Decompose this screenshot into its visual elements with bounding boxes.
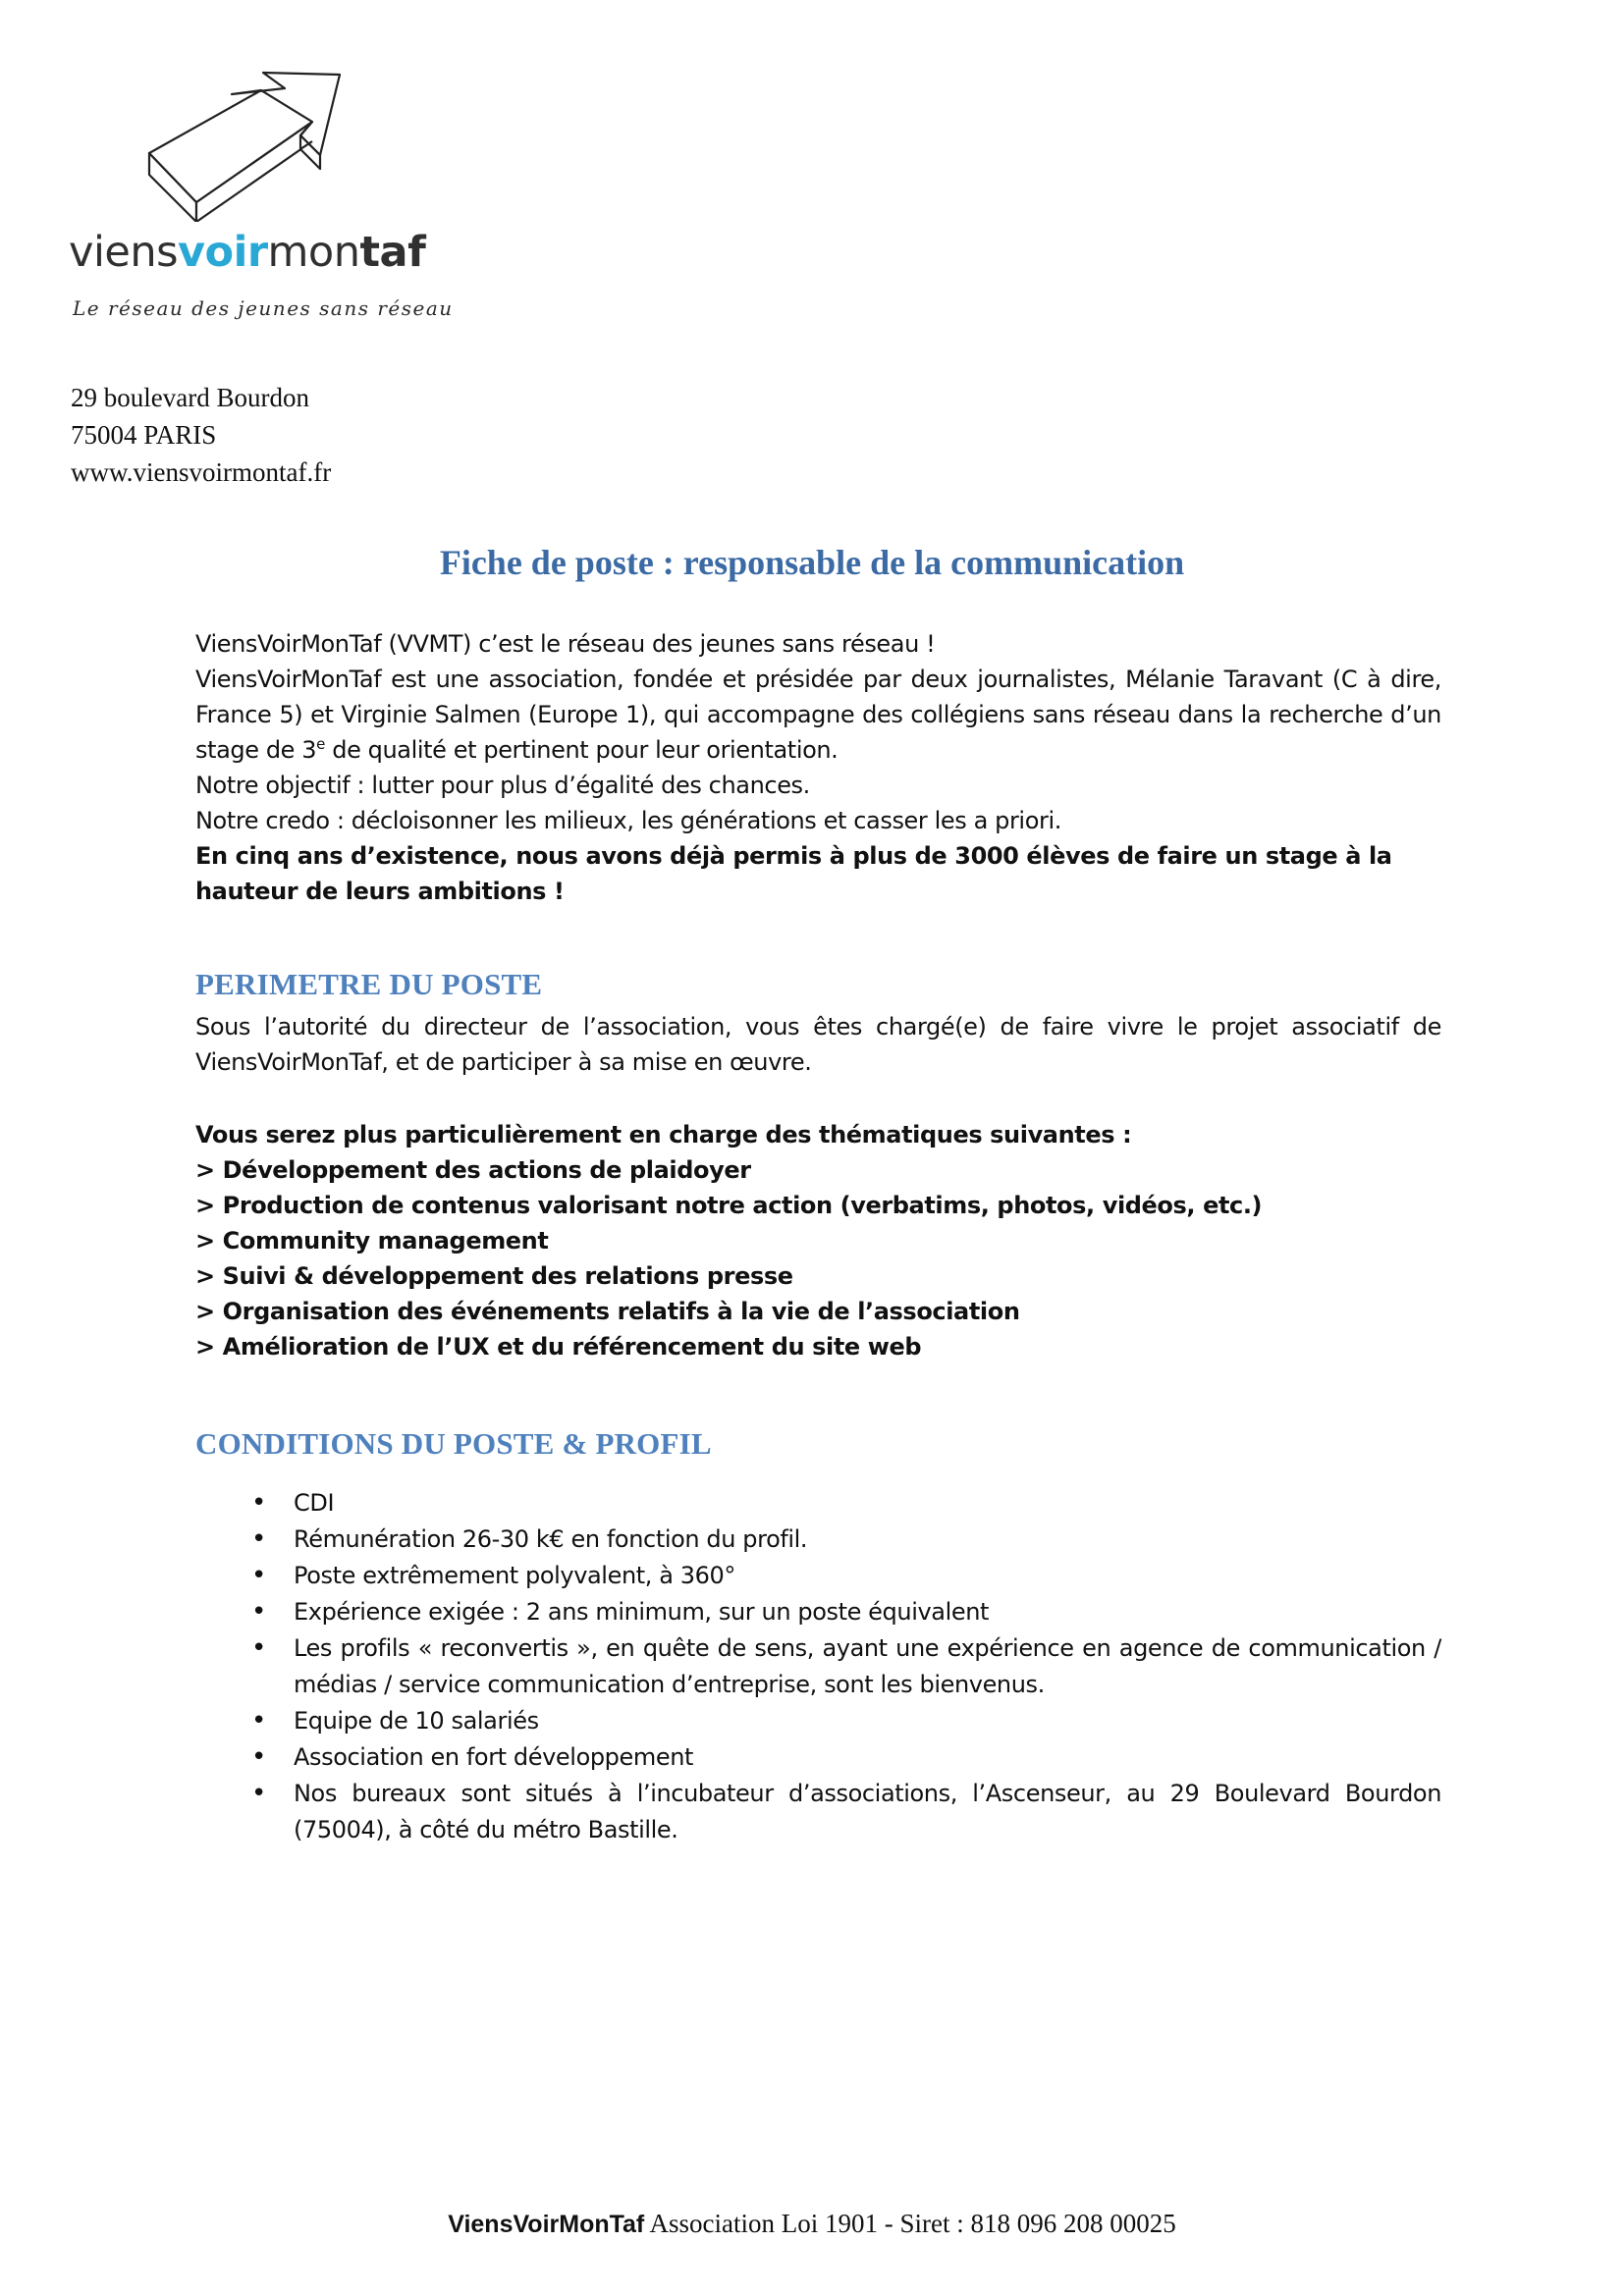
conditions-heading: CONDITIONS DU POSTE & PROFIL xyxy=(195,1426,712,1461)
list-item: • Poste extrêmement polyvalent, à 360° xyxy=(195,1558,1441,1594)
website-link[interactable]: www.viensvoirmontaf.fr xyxy=(71,457,332,487)
list-item: > Organisation des événements relatifs à la vie de l’association xyxy=(195,1298,1020,1325)
bullet-icon: • xyxy=(251,1597,266,1627)
intro-line1: ViensVoirMonTaf (VVMT) c’est le réseau des jeunes sans réseau ! xyxy=(195,630,936,658)
list-item: • Nos bureaux sont situés à l’incubateur d’associations, l’Ascenseur, au 29 Boulevard Bourdon (75004), à côté du métro Bastille. xyxy=(195,1776,1441,1848)
intro-line2: ViensVoirMonTaf est une association, fondée et présidée par deux journalistes, Mélanie Taravant (C à dire, France 5) et Virginie Salmen (Europe 1), qui accompagne des collégiens sans réseau dans la recherche d’un stage de 3e de qualité et pertinent pour leur orientation. xyxy=(195,666,1441,764)
bullet-icon: • xyxy=(251,1742,266,1772)
footer-legal: Association Loi 1901 - Siret : 818 096 208 00025 xyxy=(644,2209,1176,2238)
intro-objectif: Notre objectif : lutter pour plus d’égalité des chances. xyxy=(195,772,810,799)
list-item: • CDI xyxy=(195,1485,1441,1522)
bullet-icon: • xyxy=(251,1524,266,1554)
page-title: Fiche de poste : responsable de la communication xyxy=(439,543,1185,582)
list-item: • Association en fort développement xyxy=(195,1739,1441,1776)
address-street: 29 boulevard Bourdon xyxy=(71,383,309,412)
address-block xyxy=(71,379,331,491)
logo-wordmark: viensvoirmontaf xyxy=(69,228,426,277)
conditions-list xyxy=(195,1485,1441,1848)
intro-credo: Notre credo : décloisonner les milieux, les générations et casser les a priori. xyxy=(195,807,1061,834)
address-city: 75004 PARIS xyxy=(71,420,217,450)
list-item: > Community management xyxy=(195,1227,549,1255)
list-item: • Equipe de 10 salariés xyxy=(195,1703,1441,1739)
bullet-icon: • xyxy=(251,1561,266,1590)
page-footer xyxy=(0,2209,1624,2239)
list-item: > Développement des actions de plaidoyer xyxy=(195,1156,751,1184)
bullet-icon: • xyxy=(251,1633,266,1663)
intro-section xyxy=(195,626,1441,909)
list-item: > Amélioration de l’UX et du référencement du site web xyxy=(195,1333,922,1361)
bullet-icon: • xyxy=(251,1779,266,1808)
list-item: • Rémunération 26-30 k€ en fonction du profil. xyxy=(195,1522,1441,1558)
footer-brand: ViensVoirMonTaf xyxy=(448,2211,645,2238)
list-item: • Les profils « reconvertis », en quête de sens, ayant une expérience en agence de communication / médias / service communication d’entreprise, sont les bienvenus. xyxy=(195,1630,1441,1703)
intro-highlight: En cinq ans d’existence, nous avons déjà permis à plus de 3000 élèves de faire un stage à la hauteur de leurs ambitions ! xyxy=(195,842,1392,905)
brand-name: ViensVoirMonTaf (VVMT) xyxy=(195,630,472,658)
themes-intro: Vous serez plus particulièrement en charge des thématiques suivantes : xyxy=(195,1121,1132,1148)
bullet-icon: • xyxy=(251,1488,266,1518)
bullet-icon: • xyxy=(251,1706,266,1735)
list-item: > Production de contenus valorisant notre action (verbatims, photos, vidéos, etc.) xyxy=(195,1192,1263,1219)
perimetre-heading: PERIMETRE DU POSTE xyxy=(195,967,543,1001)
themes-list xyxy=(195,1117,1441,1364)
list-item: > Suivi & développement des relations presse xyxy=(195,1262,793,1290)
3d-arrow-icon xyxy=(137,65,353,222)
logo-tagline: Le réseau des jeunes sans réseau xyxy=(73,296,454,320)
list-item: • Expérience exigée : 2 ans minimum, sur un poste équivalent xyxy=(195,1594,1441,1630)
brand-name: ViensVoirMonTaf xyxy=(195,666,382,693)
perimetre-text: Sous l’autorité du directeur de l’association, vous êtes chargé(e) de faire vivre le projet associatif de ViensVoirMonTaf, et de participer à sa mise en œuvre. xyxy=(195,1013,1441,1076)
